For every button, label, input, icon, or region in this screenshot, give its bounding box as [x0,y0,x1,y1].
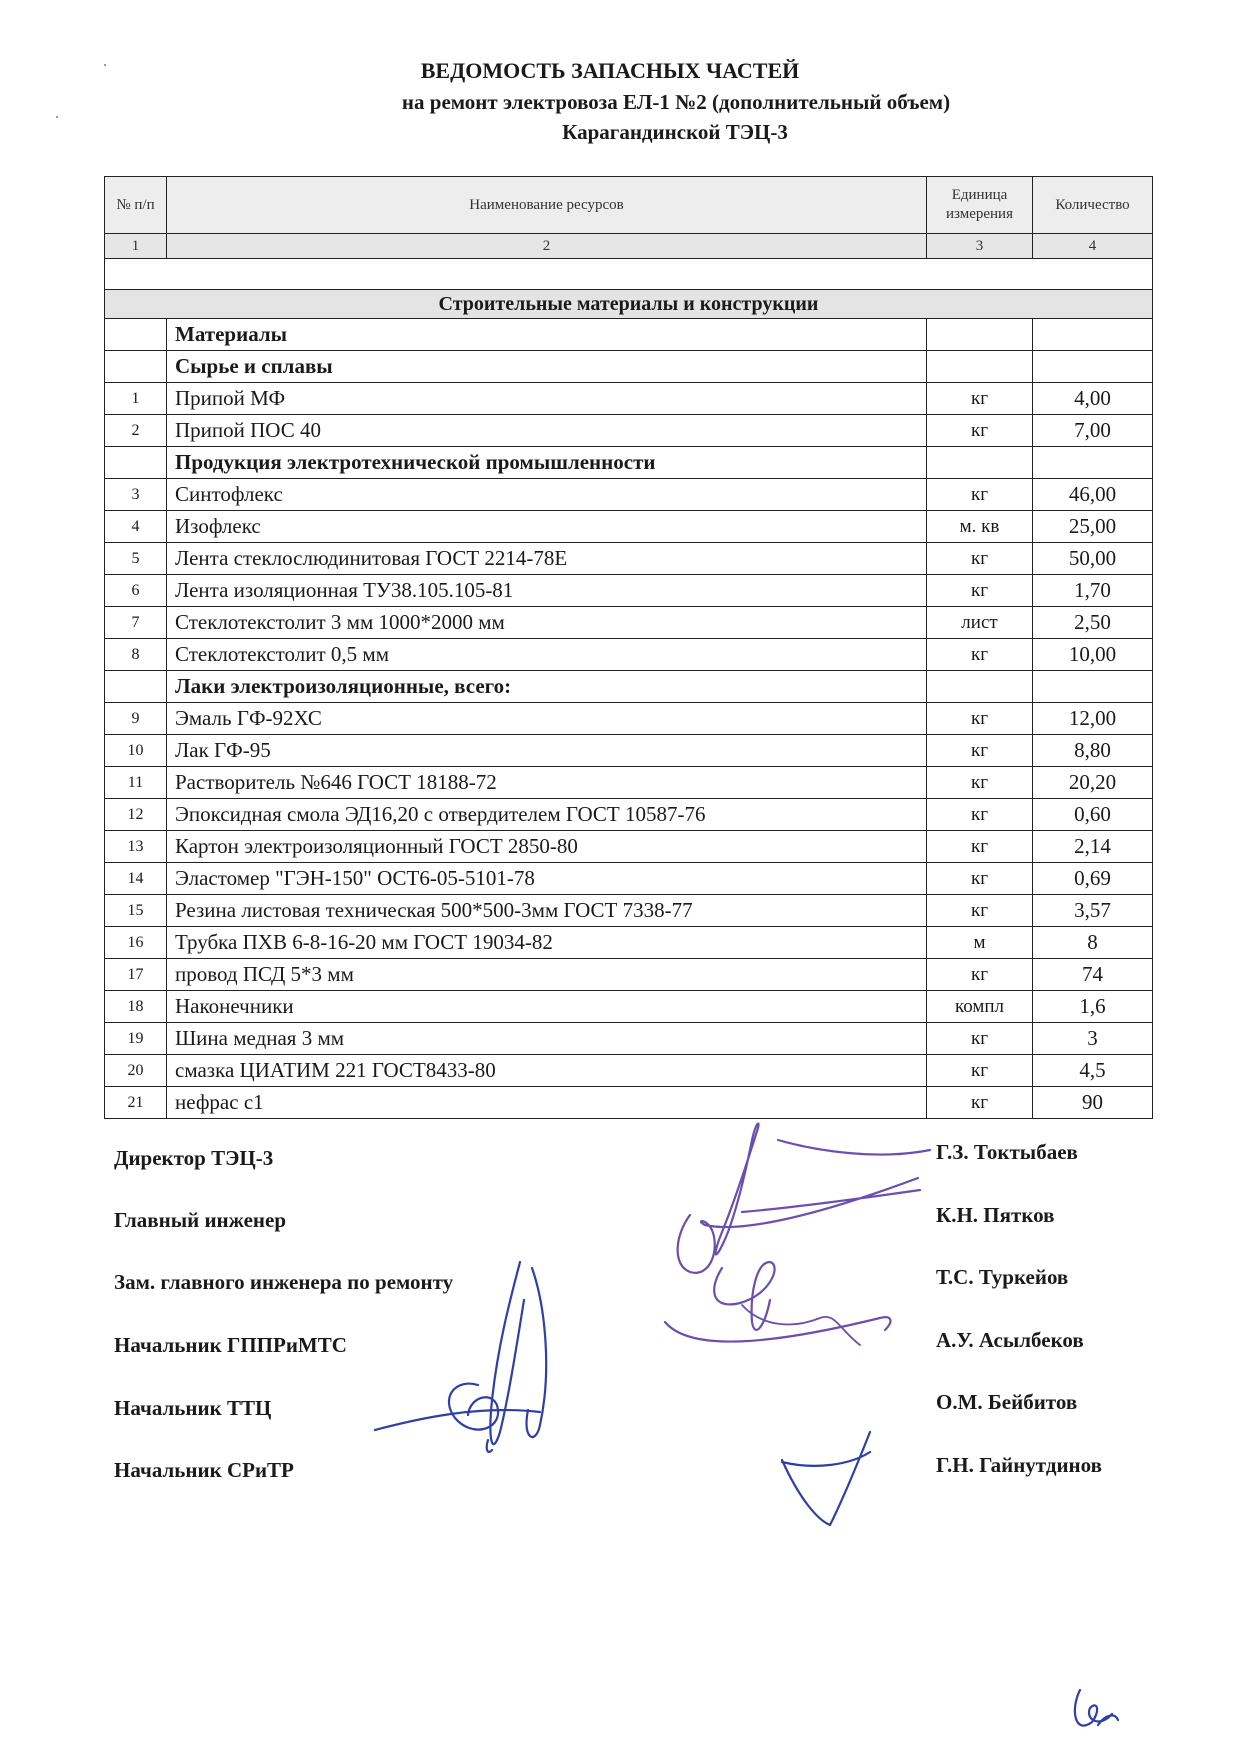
unit: м. кв [927,511,1033,543]
empty-cell [105,351,167,383]
row-number: 20 [105,1055,167,1087]
row-number: 16 [105,927,167,959]
table-row [105,735,1153,767]
resource-name: Лак ГФ-95 [167,735,927,767]
empty-cell [1033,671,1153,703]
header-unit: Единица измерения [927,177,1033,234]
unit: кг [927,799,1033,831]
resource-name: Припой МФ [167,383,927,415]
empty-cell [1033,447,1153,479]
unit: кг [927,735,1033,767]
header-resource-name: Наименование ресурсов [167,177,927,234]
table-row [105,959,1153,991]
unit: кг [927,479,1033,511]
row-number: 4 [105,511,167,543]
table-row [105,863,1153,895]
signatory-name: О.М. Бейбитов [936,1390,1078,1414]
page-initials [1075,1690,1118,1726]
header-number: № п/п [105,177,167,234]
unit: кг [927,959,1033,991]
empty-cell [927,671,1033,703]
unit: м [927,927,1033,959]
unit: компл [927,991,1033,1023]
deputy-engineer-signature [742,1305,860,1345]
table-row [105,575,1153,607]
quantity: 25,00 [1033,511,1153,543]
unit: кг [927,639,1033,671]
workshop-head-signature [782,1432,870,1525]
signatory-title: Директор ТЭЦ-3 [114,1146,274,1170]
empty-cell [105,319,167,351]
signatory-title: Зам. главного инженера по ремонту [114,1270,454,1294]
resource-name: Эмаль ГФ-92ХС [167,703,927,735]
quantity: 0,69 [1033,863,1153,895]
resource-name: Стеклотекстолит 0,5 мм [167,639,927,671]
quantity: 10,00 [1033,639,1153,671]
quantity: 2,50 [1033,607,1153,639]
resource-name: Стеклотекстолит 3 мм 1000*2000 мм [167,607,927,639]
table-row [105,1023,1153,1055]
signatory-name: К.Н. Пятков [936,1203,1055,1227]
chief-engineer-signature [665,1262,890,1342]
row-number: 6 [105,575,167,607]
unit: кг [927,703,1033,735]
empty-cell [105,671,167,703]
group-title: Сырье и сплавы [167,351,927,383]
quantity: 50,00 [1033,543,1153,575]
row-number: 17 [105,959,167,991]
row-number: 15 [105,895,167,927]
row-number: 9 [105,703,167,735]
table-row [105,511,1153,543]
unit: лист [927,607,1033,639]
document-subtitle: на ремонт электровоза ЕЛ-1 №2 (дополнительный объем) [401,90,951,114]
quantity: 3 [1033,1023,1153,1055]
resource-name: Припой ПОС 40 [167,415,927,447]
quantity: 4,00 [1033,383,1153,415]
resource-name: Изофлекс [167,511,927,543]
quantity: 4,5 [1033,1055,1153,1087]
quantity: 1,70 [1033,575,1153,607]
unit: кг [927,767,1033,799]
column-number: 1 [105,234,167,259]
scan-speck [104,64,106,66]
signatory-name: Г.Н. Гайнутдинов [936,1453,1102,1477]
unit: кг [927,1023,1033,1055]
resource-name: Резина листовая техническая 500*500-3мм ГОСТ 7338-77 [167,895,927,927]
resource-name: Эпоксидная смола ЭД16,20 с отвердителем ГОСТ 10587-76 [167,799,927,831]
table-row [105,383,1153,415]
blank-cell [105,259,1153,290]
row-number: 13 [105,831,167,863]
row-number: 21 [105,1087,167,1119]
table-row [105,639,1153,671]
section-title: Строительные материалы и конструкции [105,290,1153,319]
director-signature [678,1124,930,1273]
quantity: 20,20 [1033,767,1153,799]
quantity: 2,14 [1033,831,1153,863]
quantity: 1,6 [1033,991,1153,1023]
row-number: 14 [105,863,167,895]
resource-name: нефрас с1 [167,1087,927,1119]
group-title: Материалы [167,319,927,351]
column-number: 2 [167,234,927,259]
quantity: 12,00 [1033,703,1153,735]
group-title: Продукция электротехнической промышленности [167,447,927,479]
section-row [105,290,1153,319]
quantity: 8 [1033,927,1153,959]
column-number: 3 [927,234,1033,259]
empty-cell [1033,319,1153,351]
signatory-title: Главный инженер [114,1208,287,1232]
row-number: 18 [105,991,167,1023]
group-row [105,671,1153,703]
table-row [105,415,1153,447]
group-row [105,319,1153,351]
row-number: 8 [105,639,167,671]
table-row [105,799,1153,831]
row-number: 7 [105,607,167,639]
document-organization: Карагандинской ТЭЦ-3 [562,120,788,144]
table-row [105,1087,1153,1119]
resource-name: Эластомер "ГЭН-150" ОСТ6-05-5101-78 [167,863,927,895]
spare-parts-table [104,176,1153,1119]
table-row [105,703,1153,735]
unit: кг [927,863,1033,895]
table-header-row [105,177,1153,234]
empty-cell [927,319,1033,351]
signatory-title: Начальник ТТЦ [114,1396,272,1420]
column-number: 4 [1033,234,1153,259]
quantity: 0,60 [1033,799,1153,831]
table-row [105,1055,1153,1087]
quantity: 46,00 [1033,479,1153,511]
empty-cell [1033,351,1153,383]
resource-name: Лента изоляционная ТУ38.105.105-81 [167,575,927,607]
header-quantity: Количество [1033,177,1153,234]
unit: кг [927,1055,1033,1087]
table-row [105,767,1153,799]
row-number: 5 [105,543,167,575]
table-row [105,607,1153,639]
quantity: 7,00 [1033,415,1153,447]
row-number: 2 [105,415,167,447]
table-row [105,543,1153,575]
unit: кг [927,543,1033,575]
resource-name: Растворитель №646 ГОСТ 18188-72 [167,767,927,799]
table-row [105,831,1153,863]
resource-name: Наконечники [167,991,927,1023]
signatory-title: Начальник ГППРиМТС [114,1333,347,1357]
unit: кг [927,831,1033,863]
empty-cell [927,447,1033,479]
row-number: 11 [105,767,167,799]
document-title: ВЕДОМОСТЬ ЗАПАСНЫХ ЧАСТЕЙ [420,58,800,83]
signatory-name: Т.С. Туркейов [936,1265,1069,1289]
table-row [105,991,1153,1023]
quantity: 8,80 [1033,735,1153,767]
row-number: 3 [105,479,167,511]
row-number: 12 [105,799,167,831]
signatory-title: Начальник СРиТР [114,1458,294,1482]
quantity: 90 [1033,1087,1153,1119]
row-number: 10 [105,735,167,767]
signatory-name: А.У. Асылбеков [936,1328,1084,1352]
row-number: 1 [105,383,167,415]
resource-name: Картон электроизоляционный ГОСТ 2850-80 [167,831,927,863]
signatory-name: Г.З. Токтыбаев [936,1140,1078,1164]
row-number: 19 [105,1023,167,1055]
table-row [105,927,1153,959]
resource-name: Лента стеклослюдинитовая ГОСТ 2214-78Е [167,543,927,575]
table-row [105,895,1153,927]
group-row [105,447,1153,479]
resource-name: Шина медная 3 мм [167,1023,927,1055]
scan-speck [56,116,58,118]
unit: кг [927,1087,1033,1119]
unit: кг [927,415,1033,447]
table-row [105,479,1153,511]
blank-row [105,259,1153,290]
quantity: 3,57 [1033,895,1153,927]
unit: кг [927,575,1033,607]
resource-name: смазка ЦИАТИМ 221 ГОСТ8433-80 [167,1055,927,1087]
unit: кг [927,895,1033,927]
empty-cell [105,447,167,479]
group-title: Лаки электроизоляционные, всего: [167,671,927,703]
resource-name: Синтофлекс [167,479,927,511]
quantity: 74 [1033,959,1153,991]
resource-name: провод ПСД 5*3 мм [167,959,927,991]
column-number-row [105,234,1153,259]
empty-cell [927,351,1033,383]
unit: кг [927,383,1033,415]
group-row [105,351,1153,383]
resource-name: Трубка ПХВ 6-8-16-20 мм ГОСТ 19034-82 [167,927,927,959]
